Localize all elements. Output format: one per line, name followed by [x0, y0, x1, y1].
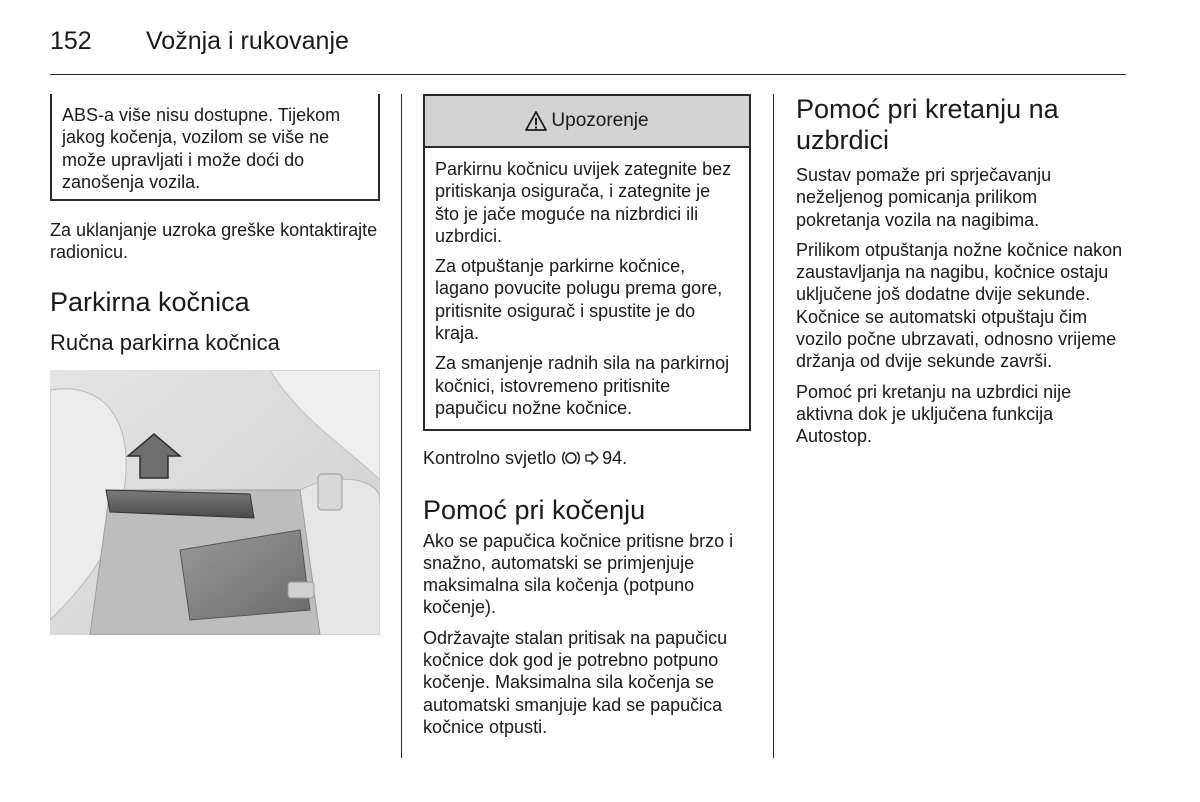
- warning-header: [425, 96, 749, 148]
- page-reference-arrow-icon: [585, 451, 599, 465]
- brake-assist-paragraph-1: Ako se papučica kočnice pritisne brzo i snažno, automatski se primjenjuje maksimalna sila kočenja (potpuno kočenje).: [423, 530, 734, 618]
- hill-start-paragraph-3: Pomoć pri kretanju na uzbrdici nije aktivna dok je uključena funkcija Autostop.: [796, 381, 1072, 447]
- hill-start-paragraph-1: Sustav pomaže pri sprječavanju neželjenog pomicanja prilikom pokretanja vozila na nagibima.: [796, 165, 1052, 230]
- warning-title: Upozorenje: [551, 110, 649, 131]
- repair-paragraph: Za uklanjanje uzroka greške kontaktirajte radionicu.: [50, 220, 378, 263]
- hill-start-paragraph-2: Prilikom otpuštanja nožne kočnice nakon zaustavljanja na nagibu, kočnice ostaju uključene još dodatne dvije sekunde. Kočnice se automatski otpuštaju čim vozilo počne ubrzavati, odnosno vrijeme držanja od dvije sekunde završi.: [796, 239, 1123, 372]
- warning-body: [425, 148, 749, 429]
- column-1: [50, 94, 380, 635]
- warning-paragraph-3: Za smanjenje radnih sila na parkirnoj kočnici, istovremeno pritisnite papučicu nožne kočnice.: [435, 353, 730, 418]
- abs-note-box: [50, 94, 380, 201]
- hand-brake-subheading: Ručna parkirna kočnica: [50, 329, 280, 355]
- warning-box: [423, 94, 751, 431]
- page-number: 152: [50, 27, 92, 55]
- indicator-page-ref: 94.: [602, 448, 628, 469]
- warning-triangle-icon: [525, 110, 547, 132]
- hand-brake-illustration: [50, 370, 380, 635]
- column-divider-1: [401, 94, 402, 758]
- brake-assist-paragraph-2: Održavajte stalan pritisak na papučicu kočnice dok god je potrebno potpuno kočenje. Maksimalna sila kočenja se automatski smanjuje kad se papučica kočnice otpusti.: [423, 627, 728, 737]
- parking-brake-heading: Parkirna kočnica: [50, 286, 250, 317]
- chapter-title: Vožnja i rukovanje: [146, 27, 349, 55]
- indicator-text: Kontrolno svjetlo: [423, 448, 557, 469]
- abs-note-text: ABS-a više nisu dostupne. Tijekom jakog kočenja, vozilom se više ne može upravljati i može doći do zanošenja vozila.: [62, 105, 341, 192]
- hill-start-assist-heading: Pomoć pri kretanju na uzbrdici: [796, 94, 1059, 155]
- header-rule: [50, 74, 1126, 75]
- column-2: [423, 94, 753, 746]
- warning-paragraph-1: Parkirnu kočnicu uvijek zategnite bez pritiskanja osigurača, i zategnite je što je jače moguće na nizbrdici ili uzbrdici.: [435, 159, 732, 246]
- brake-warning-lamp-icon: [561, 450, 581, 466]
- indicator-paragraph: [423, 447, 753, 469]
- column-3: [796, 94, 1126, 456]
- brake-assist-heading: Pomoć pri kočenju: [423, 494, 646, 525]
- warning-paragraph-2: Za otpuštanje parkirne kočnice, lagano povucite polugu prema gore, pritisnite osigurač i spustite je do kraja.: [435, 256, 723, 344]
- column-divider-2: [773, 94, 774, 758]
- page-header: [50, 26, 349, 56]
